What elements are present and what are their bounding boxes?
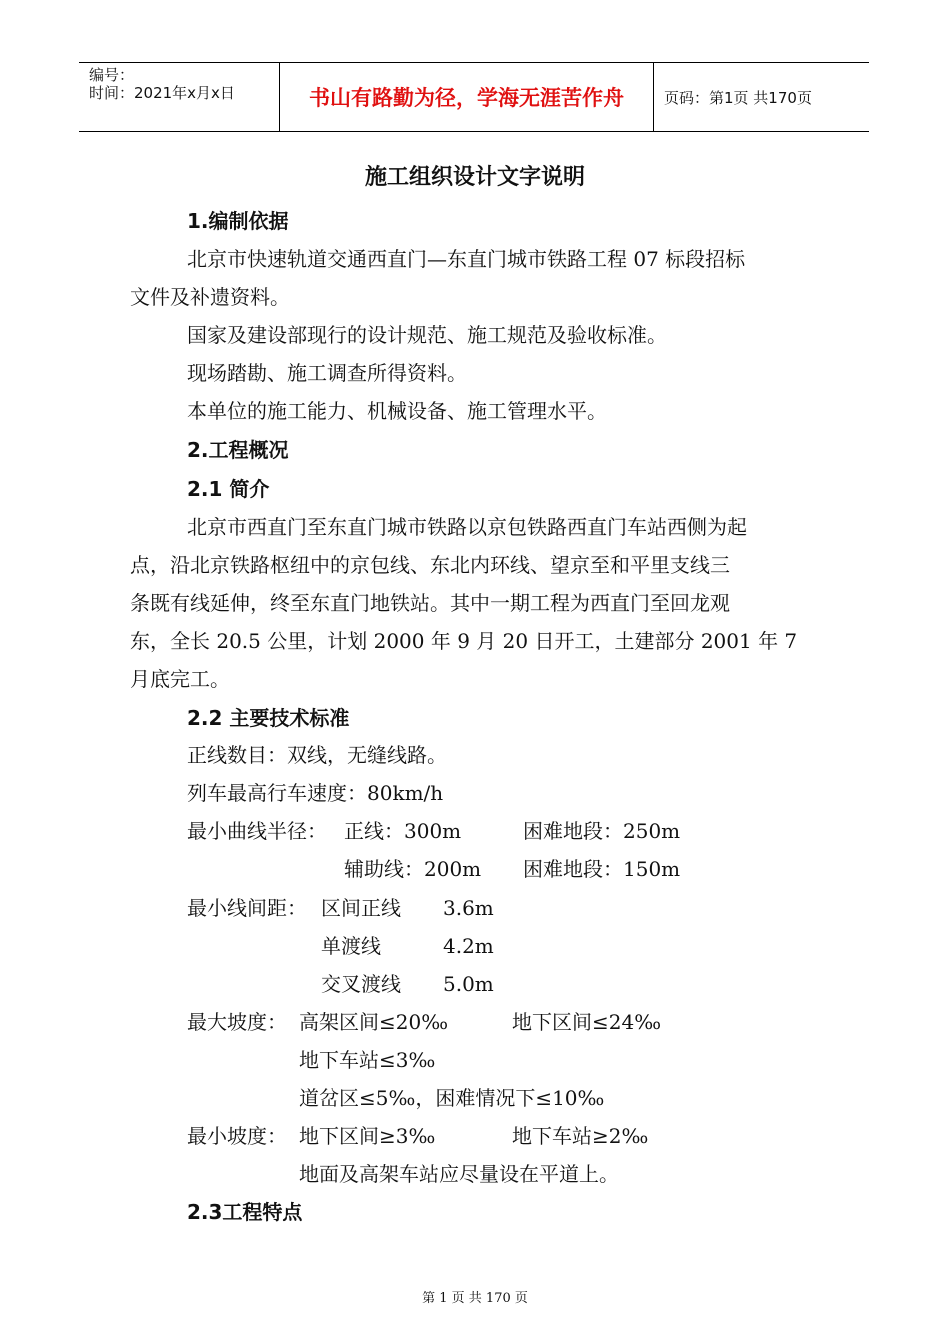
spec-radius-aux: 辅助线：200m: [344, 857, 482, 881]
document-number-label: 编号：: [89, 66, 135, 84]
spec-max-grade-station: 地下车站≤3‰: [299, 1048, 436, 1072]
spec-radius-aux-hard: 困难地段：150m: [523, 857, 681, 881]
section-2-heading: 2.工程概况: [187, 438, 289, 462]
spec-radius-main-hard: 困难地段：250m: [523, 819, 681, 843]
paragraph-line: 东，全长 20.5 公里，计划 2000 年 9 月 20 日开工，土建部分 2001 年 7: [130, 629, 798, 653]
spec-spacing-label: 最小线间距：: [187, 896, 307, 920]
spec-min-grade-label: 最小坡度：: [187, 1124, 287, 1148]
section-1-heading: 1.编制依据: [187, 209, 289, 233]
spec-max-grade-elevated: 高架区间≤20‰: [299, 1010, 449, 1034]
spec-radius-label: 最小曲线半径：: [187, 819, 327, 843]
section-2-2-heading: 2.2 主要技术标准: [187, 706, 350, 730]
spacing-row-name: 单渡线: [321, 934, 381, 958]
spacing-row-name: 区间正线: [321, 896, 401, 920]
paragraph-line: 月底完工。: [130, 667, 230, 691]
spec-min-grade-underground: 地下区间≥3‰: [299, 1124, 436, 1148]
spec-min-grade-station: 地下车站≥2‰: [512, 1124, 649, 1148]
paragraph-line: 现场踏勘、施工调查所得资料。: [187, 361, 467, 385]
paragraph-line: 本单位的施工能力、机械设备、施工管理水平。: [187, 399, 607, 423]
header-motto: 书山有路勤为径，学海无涯苦作舟: [280, 63, 654, 131]
spacing-row-value: 3.6m: [443, 896, 494, 920]
document-time: 时间：2021年x月x日: [89, 84, 235, 102]
spec-speed: 列车最高行车速度：80km/h: [187, 781, 444, 805]
spec-radius-main: 正线：300m: [344, 819, 462, 843]
section-2-1-heading: 2.1 简介: [187, 477, 270, 501]
spacing-row-value: 4.2m: [443, 934, 494, 958]
page-footer: 第 1 页 共 170 页: [422, 1291, 528, 1306]
spec-max-grade-turnout: 道岔区≤5‰，困难情况下≤10‰: [299, 1086, 605, 1110]
header-page-info: 页码：第1页 共170页: [664, 88, 812, 107]
spec-line-count: 正线数目：双线，无缝线路。: [187, 743, 447, 767]
paragraph-line: 点，沿北京铁路枢纽中的京包线、东北内环线、望京至和平里支线三: [130, 553, 730, 577]
spacing-row-name: 交叉渡线: [321, 972, 401, 996]
spec-max-grade-underground: 地下区间≤24‰: [512, 1010, 662, 1034]
page-header: [79, 62, 869, 132]
paragraph-line: 北京市西直门至东直门城市铁路以京包铁路西直门车站西侧为起: [187, 515, 747, 539]
paragraph-line: 条既有线延伸，终至东直门地铁站。其中一期工程为西直门至回龙观: [130, 591, 730, 615]
spacing-row-value: 5.0m: [443, 972, 494, 996]
spec-max-grade-label: 最大坡度：: [187, 1010, 287, 1034]
paragraph-line: 北京市快速轨道交通西直门—东直门城市铁路工程 07 标段招标: [187, 247, 746, 271]
header-meta: [79, 63, 280, 131]
paragraph-line: 国家及建设部现行的设计规范、施工规范及验收标准。: [187, 323, 667, 347]
paragraph-line: 文件及补遗资料。: [130, 285, 290, 309]
document-title: 施工组织设计文字说明: [364, 165, 585, 190]
spec-min-grade-note: 地面及高架车站应尽量设在平道上。: [299, 1162, 619, 1186]
section-2-3-heading: 2.3工程特点: [187, 1200, 303, 1224]
